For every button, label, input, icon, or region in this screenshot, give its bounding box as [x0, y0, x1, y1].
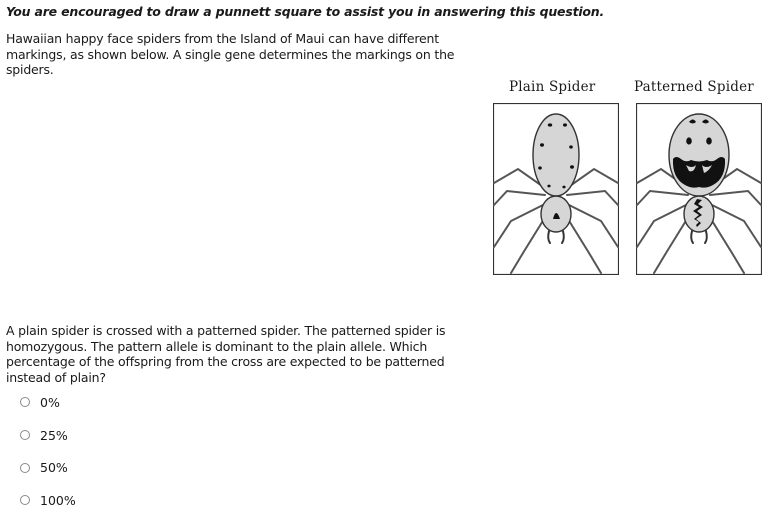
- option-0-percent[interactable]: [20, 386, 76, 419]
- question-text: A plain spider is crossed with a patterned spider. The patterned spider is homozygous. The pattern allele is dominant to the plain allele. Which percentage of the offspring from the cross are expected to be patterned instead of plain?: [6, 323, 446, 385]
- radio-button[interactable]: [20, 430, 30, 440]
- plain-spider-image: [493, 103, 619, 275]
- instruction-text: You are encouraged to draw a punnett square to assist you in answering this question.: [6, 4, 605, 19]
- radio-button[interactable]: [20, 495, 30, 505]
- intro-text: Hawaiian happy face spiders from the Island of Maui can have different markings, as shown below. A single gene determines the markings on the spiders.: [6, 31, 455, 77]
- patterned-spider-image: [636, 103, 762, 275]
- option-label: 100%: [40, 492, 76, 508]
- plain-spider-label: Plain Spider: [509, 79, 596, 95]
- option-100-percent[interactable]: [20, 484, 76, 517]
- radio-button[interactable]: [20, 463, 30, 473]
- option-25-percent[interactable]: [20, 419, 76, 452]
- radio-button[interactable]: [20, 397, 30, 407]
- spider-figure: [490, 74, 782, 284]
- option-label: 0%: [40, 394, 60, 410]
- answer-options: [20, 386, 76, 517]
- option-label: 50%: [40, 460, 68, 476]
- option-label: 25%: [40, 427, 68, 443]
- patterned-spider-label: Patterned Spider: [634, 79, 754, 95]
- option-50-percent[interactable]: [20, 451, 76, 484]
